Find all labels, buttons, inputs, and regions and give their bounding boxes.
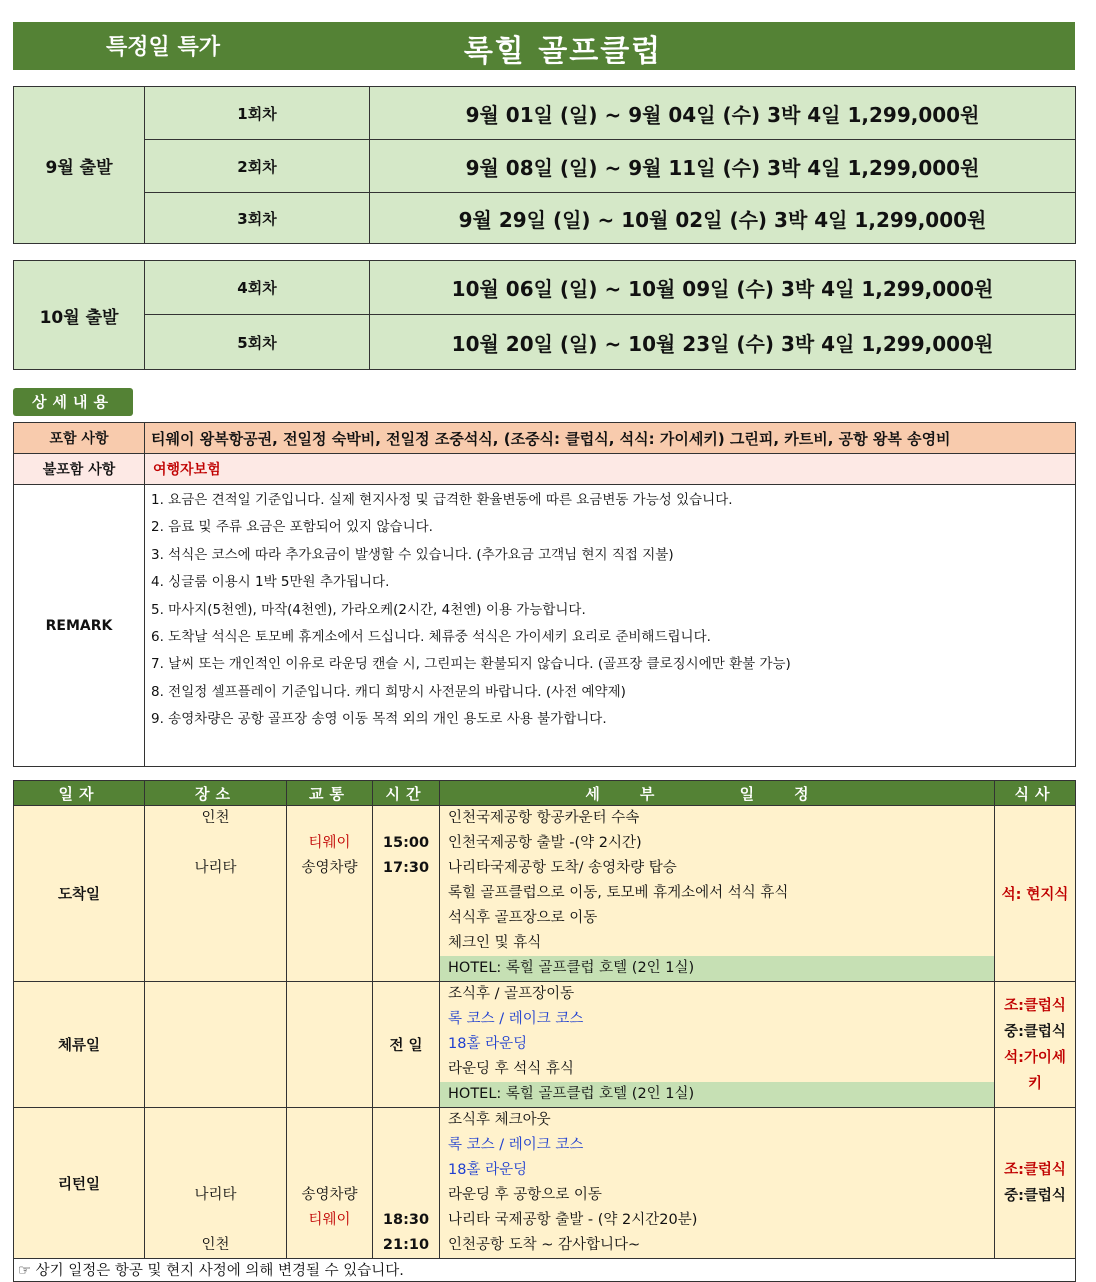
plan-line: 18홀 라운딩 xyxy=(448,1162,528,1178)
day-label-return: 리턴일 xyxy=(14,1108,145,1259)
remark-item: 2. 음료 및 주류 요금은 포함되어 있지 않습니다. xyxy=(151,519,433,536)
plan-line: 록힐 골프클럽으로 이동, 토모베 휴게소에서 석식 휴식 xyxy=(448,885,789,901)
round-number: 3회차 xyxy=(145,193,370,244)
remark-label: REMARK xyxy=(14,485,145,767)
plan-column xyxy=(440,806,995,982)
place-text: 나리타 xyxy=(194,860,237,876)
meal-line: 키 xyxy=(1027,1075,1042,1092)
meal-line: 중:클럽식 xyxy=(1004,1188,1066,1204)
time-column xyxy=(373,806,440,982)
meal-cell: 석: 현지식 xyxy=(995,806,1076,982)
round-number: 2회차 xyxy=(145,140,370,193)
details-table xyxy=(13,422,1076,767)
plan-line: 록 코스 / 레이크 코스 xyxy=(448,1137,584,1153)
remark-item: 1. 요금은 견적일 기준입니다. 실제 현지사정 및 급격한 환율변동에 따른 요금변동 가능성 있습니다. xyxy=(151,492,733,508)
itinerary-table xyxy=(13,780,1076,1282)
day-label-stay: 체류일 xyxy=(14,982,145,1108)
remark-item: 7. 날씨 또는 개인적인 이유로 라운딩 캔슬 시, 그린피는 환불되지 않습니다. (골프장 클로징시에만 환불 가능) xyxy=(151,656,791,673)
round-number: 5회차 xyxy=(145,315,370,370)
transport-text: 티웨이 xyxy=(308,1212,351,1228)
round-detail: 9월 08일 (일) ~ 9월 11일 (수) 3박 4일 1,299,000원 xyxy=(370,140,1076,193)
title-banner xyxy=(13,22,1075,70)
september-departure-table xyxy=(13,86,1076,244)
round-detail: 10월 06일 (일) ~ 10월 09일 (수) 3박 4일 1,299,000원 xyxy=(370,261,1076,315)
meal-cell xyxy=(995,982,1076,1108)
header-date: 일자 xyxy=(14,781,145,806)
plan-column xyxy=(440,982,995,1108)
remark-list xyxy=(145,485,1076,767)
place-column xyxy=(145,982,287,1108)
departure-group-label: 10월 출발 xyxy=(14,261,145,370)
header-plan: 세부 일정 xyxy=(440,781,995,806)
place-text: 인천 xyxy=(201,1237,230,1253)
place-column xyxy=(145,1108,287,1259)
round-number: 1회차 xyxy=(145,87,370,140)
time-text: 15:00 xyxy=(382,835,430,851)
plan-column xyxy=(440,1108,995,1259)
time-column xyxy=(373,1108,440,1259)
place-text: 인천 xyxy=(201,810,230,826)
included-label: 포함 사항 xyxy=(14,423,145,454)
excluded-value: 여행자보험 xyxy=(145,454,1076,485)
meal-line: 조:클럽식 xyxy=(1004,1162,1066,1178)
transport-column xyxy=(287,806,373,982)
plan-line: 나리타국제공항 도착/ 송영차량 탑승 xyxy=(448,860,677,876)
header-time: 시간 xyxy=(373,781,440,806)
october-departure-table xyxy=(13,260,1076,370)
place-column xyxy=(145,806,287,982)
details-section-tag: 상세내용 xyxy=(13,388,133,416)
plan-line: 나리타 국제공항 출발 - (약 2시간20분) xyxy=(448,1212,698,1228)
day-label-arrival: 도착일 xyxy=(14,806,145,982)
transport-column xyxy=(287,982,373,1108)
remark-item: 8. 전일정 셀프플레이 기준입니다. 캐디 희망시 사전문의 바랍니다. (사전 예약제) xyxy=(151,683,626,700)
remark-item: 5. 마사지(5천엔), 마작(4천엔), 가라오케(2시간, 4천엔) 이용 가능합니다. xyxy=(151,601,586,618)
departure-group-label: 9월 출발 xyxy=(14,87,145,244)
place-text: 나리타 xyxy=(194,1187,237,1203)
banner-title: 록힐 골프클럽 xyxy=(463,34,663,69)
round-detail: 9월 29일 (일) ~ 10월 02일 (수) 3박 4일 1,299,000원 xyxy=(370,193,1076,244)
remark-item: 6. 도착날 석식은 토모베 휴게소에서 드십니다. 체류중 석식은 가이세키 요리로 준비해드립니다. xyxy=(151,628,711,645)
plan-line: 록 코스 / 레이크 코스 xyxy=(448,1011,584,1027)
plan-line: 18홀 라운딩 xyxy=(448,1036,528,1052)
hotel-line: HOTEL: 록힐 골프클럽 호텔 (2인 1실) xyxy=(440,956,994,981)
plan-line: 인천국제공항 출발 -(약 2시간) xyxy=(448,835,642,851)
transport-text: 티웨이 xyxy=(308,835,351,851)
plan-line: 인천공항 도착 ~ 감사합니다~ xyxy=(448,1237,641,1253)
time-text: 17:30 xyxy=(382,860,430,876)
time-text: 18:30 xyxy=(382,1212,430,1228)
plan-line: 라운딩 후 석식 휴식 xyxy=(448,1061,574,1077)
plan-line: 인천국제공항 항공카운터 수속 xyxy=(448,810,640,826)
schedule-change-note: ☞ 상기 일정은 항공 및 현지 사정에 의해 변경될 수 있습니다. xyxy=(14,1259,1076,1282)
transport-text xyxy=(287,806,372,831)
remark-item: 9. 송영차량은 공항 골프장 송영 이동 목적 외의 개인 용도로 사용 불가합니다. xyxy=(151,711,607,728)
time-text xyxy=(373,806,439,831)
place-text xyxy=(145,831,286,856)
hotel-line: HOTEL: 록힐 골프클럽 호텔 (2인 1실) xyxy=(440,1082,994,1107)
meal-line: 석:가이세 xyxy=(1004,1049,1066,1066)
transport-text: 송영차량 xyxy=(301,860,358,876)
plan-line: 조식후 / 골프장이동 xyxy=(448,986,575,1002)
round-detail: 9월 01일 (일) ~ 9월 04일 (수) 3박 4일 1,299,000원 xyxy=(370,87,1076,140)
transport-column xyxy=(287,1108,373,1259)
time-text: 21:10 xyxy=(382,1237,430,1253)
meal-cell xyxy=(995,1108,1076,1259)
included-value: 티웨이 왕복항공권, 전일정 숙박비, 전일정 조중석식, (조중식: 클럽식, 석식: 가이세키) 그린피, 카트비, 공항 왕복 송영비 xyxy=(145,423,1076,454)
plan-line: 조식후 체크아웃 xyxy=(448,1112,551,1128)
round-number: 4회차 xyxy=(145,261,370,315)
remark-item: 3. 석식은 코스에 따라 추가요금이 발생할 수 있습니다. (추가요금 고객님 현지 직접 지불) xyxy=(151,546,674,563)
plan-line: 체크인 및 휴식 xyxy=(448,935,542,951)
header-meal: 식사 xyxy=(995,781,1076,806)
plan-line: 석식후 골프장으로 이동 xyxy=(448,910,598,926)
header-transport: 교통 xyxy=(287,781,373,806)
round-detail: 10월 20일 (일) ~ 10월 23일 (수) 3박 4일 1,299,000원 xyxy=(370,315,1076,370)
transport-text: 송영차량 xyxy=(301,1187,358,1203)
excluded-label: 불포함 사항 xyxy=(14,454,145,485)
meal-line: 중:클럽식 xyxy=(1004,1023,1066,1040)
remark-item: 4. 싱글룸 이용시 1박 5만원 추가됩니다. xyxy=(151,574,390,591)
header-place: 장소 xyxy=(145,781,287,806)
time-full-day: 전 일 xyxy=(373,982,440,1108)
plan-line: 라운딩 후 공항으로 이동 xyxy=(448,1187,602,1203)
meal-line: 조:클럽식 xyxy=(1004,997,1066,1014)
banner-subtitle: 특정일 특가 xyxy=(106,35,220,60)
